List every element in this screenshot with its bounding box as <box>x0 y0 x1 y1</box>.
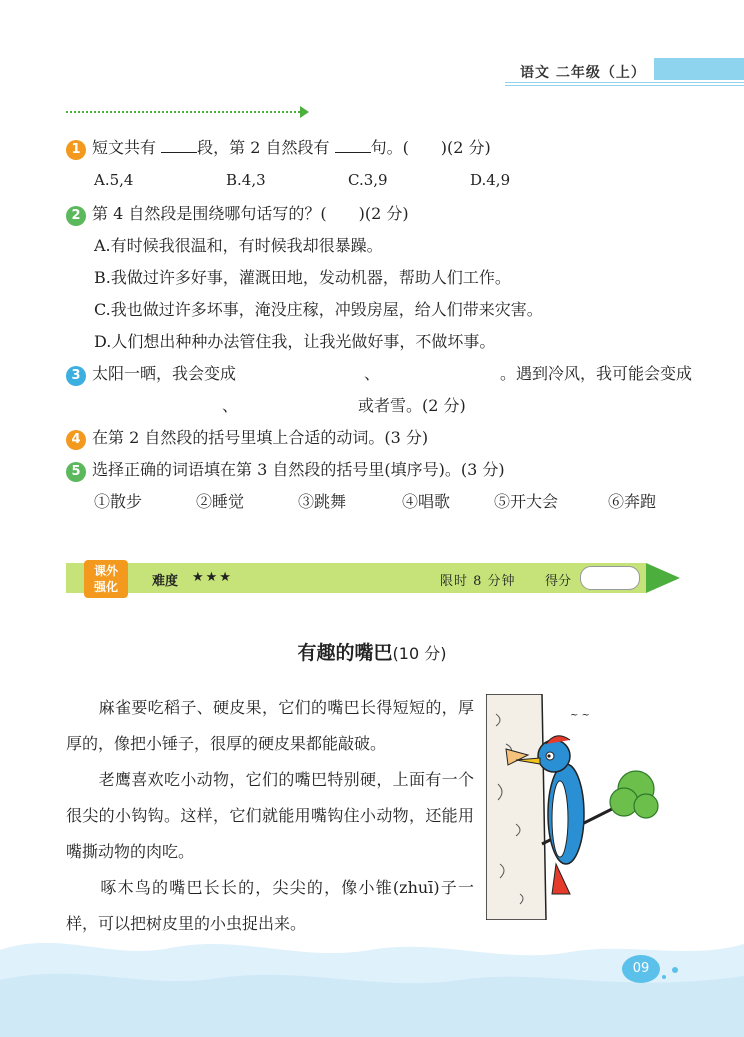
question-3 <box>66 364 692 386</box>
question-5 <box>66 460 505 482</box>
q5-option-5[interactable]: ⑤开大会 <box>494 492 559 511</box>
question-number-1: 1 <box>66 140 86 160</box>
q5-option-2[interactable]: ②睡觉 <box>196 492 245 511</box>
svg-text:~ ~: ~ ~ <box>570 710 590 721</box>
paragraph-3: 啄木鸟的嘴巴长长的，尖尖的，像小锥(zhuī)子一样，可以把树皮里的小虫捉出来。 <box>66 878 474 933</box>
dotted-divider <box>66 111 304 113</box>
question-number-3: 3 <box>66 366 86 386</box>
q2-option-c[interactable]: C.我也做过许多坏事，淹没庄稼，冲毁房屋，给人们带来灾害。 <box>94 300 543 319</box>
header-bar <box>654 58 744 80</box>
q3-text-line1: 太阳一晒，我会变成 、 。遇到冷风，我可能会变成 <box>92 364 693 383</box>
score-input[interactable] <box>580 566 640 590</box>
banner-arrow-icon <box>646 563 680 593</box>
difficulty-stars: ★★★ <box>192 570 233 585</box>
paragraph-1: 麻雀要吃稻子、硬皮果，它们的嘴巴长得短短的，厚厚的，像把小锤子，很厚的硬皮果都能敲破。 <box>66 698 474 753</box>
difficulty-label: 难度 <box>152 574 179 589</box>
header-divider <box>505 82 744 83</box>
question-1 <box>66 138 491 160</box>
question-number-5: 5 <box>66 462 86 482</box>
q5-text: 选择正确的词语填在第 3 自然段的括号里(填序号)。(3 分) <box>92 460 505 479</box>
question-number-2: 2 <box>66 206 86 226</box>
decor-dot <box>672 967 678 973</box>
reading-title-text: 有趣的嘴巴 <box>297 642 393 664</box>
q2-option-a[interactable]: A.有时候我很温和，有时候我却很暴躁。 <box>94 236 383 255</box>
q5-option-4[interactable]: ④唱歌 <box>402 492 451 511</box>
q1-text-post: 句。( )(2 分) <box>370 138 491 157</box>
q3-text-line2: 、 或者雪。(2 分) <box>94 396 466 415</box>
header-subject-grade: 语文 二年级（上） <box>520 65 646 81</box>
q2-option-b[interactable]: B.我做过许多好事，灌溉田地，发动机器，帮助人们工作。 <box>94 268 511 287</box>
q5-option-3[interactable]: ③跳舞 <box>298 492 347 511</box>
q1-option-a[interactable]: A.5,4 <box>94 171 134 189</box>
badge-line-1: 课外 <box>93 564 118 578</box>
question-number-4: 4 <box>66 430 86 450</box>
q1-option-b[interactable]: B.4,3 <box>226 171 266 189</box>
question-4 <box>66 428 428 450</box>
reading-points: (10 分) <box>392 644 447 663</box>
reading-title <box>0 638 744 665</box>
time-limit: 限时 8 分钟 <box>440 574 516 589</box>
badge-line-2: 强化 <box>93 580 118 594</box>
q1-blank-1[interactable] <box>161 138 197 153</box>
extracurricular-badge <box>84 560 128 598</box>
woodpecker-illustration <box>486 694 662 920</box>
arrow-icon <box>300 106 309 118</box>
decor-dot-small <box>662 975 666 979</box>
question-2 <box>66 204 409 226</box>
q5-option-6[interactable]: ⑥奔跑 <box>608 492 657 511</box>
q1-option-d[interactable]: D.4,9 <box>470 171 511 189</box>
paragraph-2: 老鹰喜欢吃小动物，它们的嘴巴特别硬，上面有一个很尖的小钩钩。这样，它们就能用嘴钩住小动物，还能用嘴撕动物的肉吃。 <box>66 770 474 861</box>
q2-text: 第 4 自然段是围绕哪句话写的？( )(2 分) <box>92 204 409 223</box>
header-divider-2 <box>505 85 744 86</box>
score-label: 得分 <box>545 574 572 589</box>
q1-option-c[interactable]: C.3,9 <box>348 171 388 189</box>
q2-option-d[interactable]: D.人们想出种种办法管住我，让我光做好事，不做坏事。 <box>94 332 496 351</box>
page-number: 09 <box>622 955 660 983</box>
q4-text: 在第 2 自然段的括号里填上合适的动词。(3 分) <box>92 428 429 447</box>
q1-text-pre: 短文共有 <box>92 138 157 157</box>
q5-option-1[interactable]: ①散步 <box>94 492 143 511</box>
q1-blank-2[interactable] <box>335 138 371 153</box>
q1-text-mid: 段，第 2 自然段有 <box>197 138 330 157</box>
